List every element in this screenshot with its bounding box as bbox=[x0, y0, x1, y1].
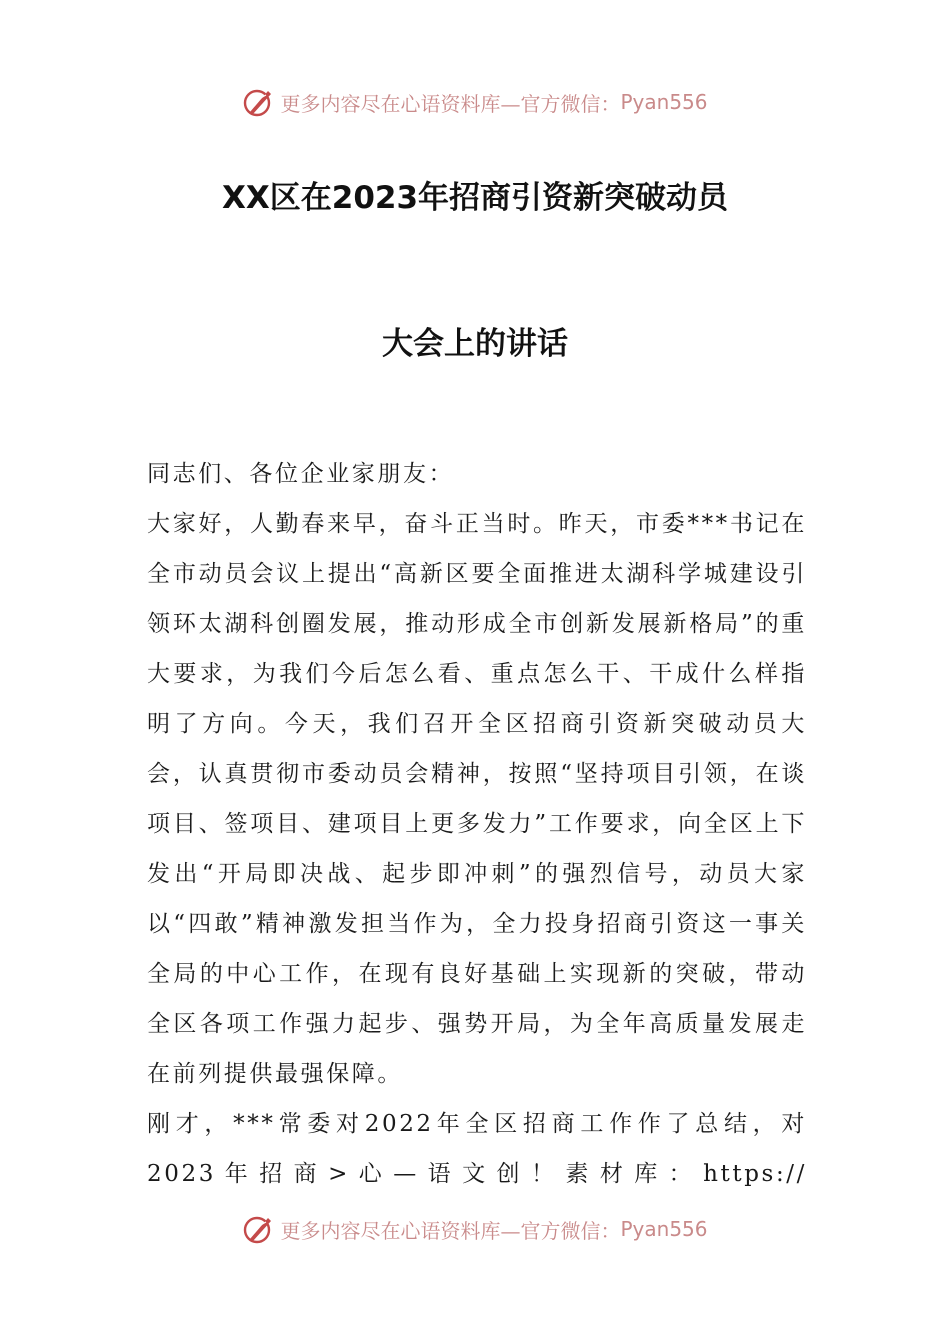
watermark-text: 更多内容尽在心语资料库—官方微信： bbox=[280, 1218, 621, 1243]
document-body bbox=[147, 449, 807, 1187]
quill-logo-icon bbox=[242, 1212, 276, 1246]
document-title-line1: XX区在2023年招商引资新突破动员 bbox=[221, 180, 729, 216]
watermark-wechat-id: Pyan556 bbox=[620, 1217, 708, 1241]
salutation: 同志们、各位企业家朋友： bbox=[147, 461, 455, 487]
paragraph-1: 大家好，人勤春来早，奋斗正当时。昨天，市委***书记在全市动员会议上提出“高新区要全面推进太湖科学城建设引领环太湖科创圈发展，推动形成全市创新发展新格局”的重大要求，为我们今后怎么看、重点怎么干、干成什么样指明了方向。今天，我们召开全区招商引资新突破动员大会，认真贯彻市委动员会精神，按照“坚持项目引领，在谈项目、签项目、建项目上更多发力”工作要求，向全区上下发出“开局即决战、起步即冲刺”的强烈信号，动员大家以“四敢”精神激发担当作为，全力投身招商引资这一事关全局的中心工作，在现有良好基础上实现新的突破，带动全区各项工作强力起步、强势开局，为全年高质量发展走在前列提供最强保障。 bbox=[147, 511, 807, 1087]
watermark-text: 更多内容尽在心语资料库—官方微信： bbox=[280, 91, 621, 116]
paragraph-2: 刚才，***常委对2022年全区招商工作作了总结，对2023年招商>心—语文创！素材库：https:// bbox=[147, 1111, 807, 1187]
watermark-banner-bottom bbox=[0, 1207, 950, 1251]
quill-logo-icon bbox=[242, 85, 276, 119]
watermark-banner-top bbox=[0, 80, 950, 124]
document-title-line2: 大会上的讲话 bbox=[382, 326, 568, 362]
watermark-wechat-id: Pyan556 bbox=[620, 90, 708, 114]
